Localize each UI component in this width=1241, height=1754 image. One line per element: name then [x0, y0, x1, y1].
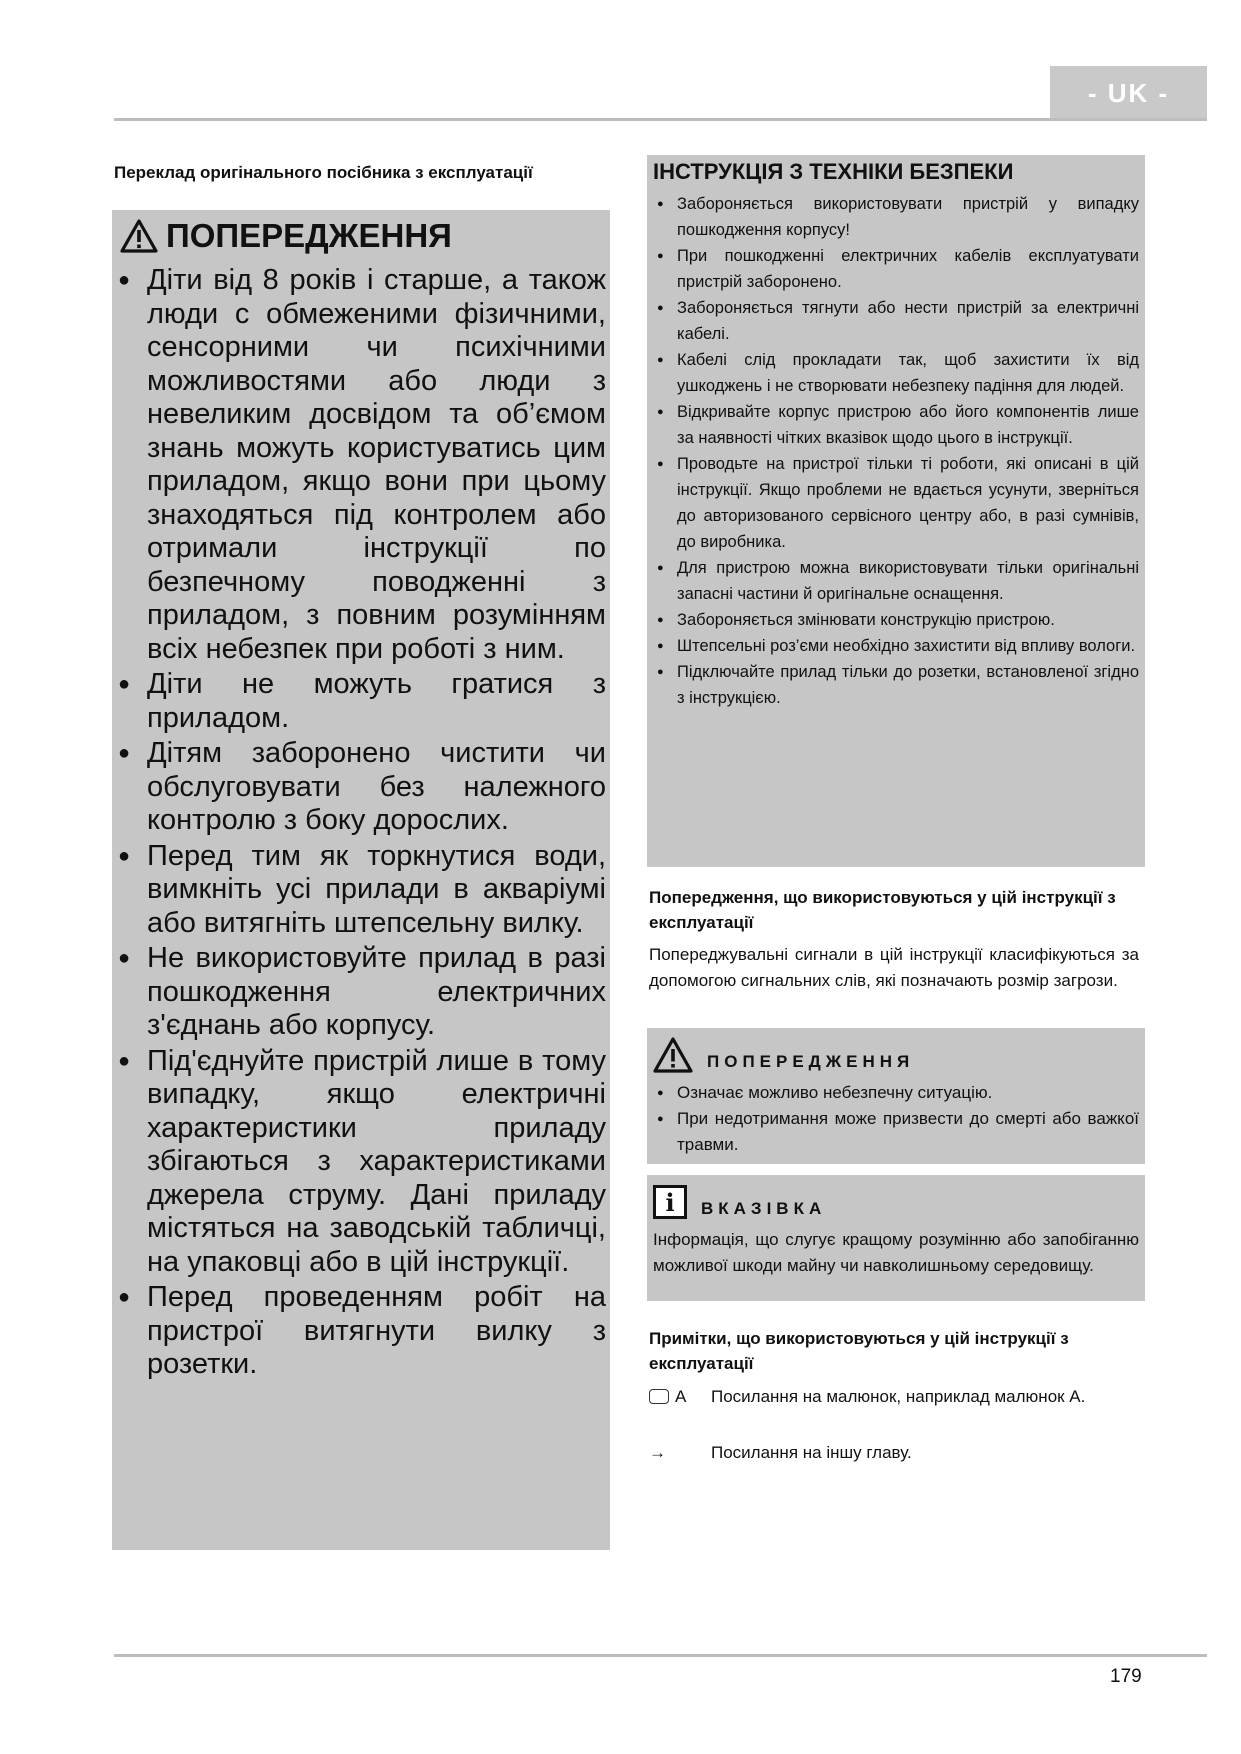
figure-reference-icon — [649, 1389, 669, 1404]
note-symbol-letter: A — [675, 1387, 687, 1406]
document-subtitle: Переклад оригінального посібника з експлуатації — [114, 163, 533, 182]
note-text: Посилання на малюнок, наприклад малюнок А. — [711, 1387, 1086, 1406]
warnings-section-heading: Попередження, що використовуються у цій інструкції з експлуатації — [649, 888, 1116, 932]
footer-rule — [114, 1654, 1207, 1657]
warning-item: ● Перед проведенням робіт на пристрої витягнути вилку з розетки. — [118, 1281, 606, 1382]
safety-item: ● Забороняється використовувати пристрій у випадку пошкодження корпусу! — [653, 191, 1139, 243]
safety-item: ● Відкривайте корпус пристрою або його компонентів лише за наявності чітких вказівок щодо цього в інструкції. — [653, 399, 1139, 451]
warnings-section-paragraph: Попереджувальні сигнали в цій інструкції класифікуються за допомогою сигнальних слів, які позначають розмір загрози. — [649, 945, 1139, 990]
warning-block — [112, 210, 610, 1550]
safety-item: ● Забороняється тягнути або нести пристрій за електричні кабелі. — [653, 295, 1139, 347]
warning-item: ● Під'єднуйте пристрій лише в тому випадку, якщо електричні характеристики приладу збігаються з характеристиками джерела струму. Дані приладу містяться на заводській табличці, на упаковці або в цій інструкції. — [118, 1045, 606, 1280]
signal-warning-list — [653, 1080, 1139, 1158]
page-number: 179 — [1110, 1666, 1142, 1687]
warning-triangle-icon — [120, 219, 158, 253]
signal-note-head — [653, 1181, 1139, 1223]
signal-warning-item: ● Означає можливо небезпечну ситуацію. — [653, 1080, 1139, 1106]
warning-list — [118, 264, 606, 1382]
signal-warning-item: ● При недотримання може призвести до смерті або важкої травми. — [653, 1106, 1139, 1158]
warning-item: ● Діти від 8 років і старше, а також люди с обмеженими фізичними, сенсорними чи психічними можливостями або люди з невеликим досвідом та об’ємом знань можуть користуватись цим приладом, якщо вони при цьому знаходяться під контролем або отримали інструкції по безпечному поводженні з приладом, з повним розумінням всіх небезпек при роботі з ним. — [118, 264, 606, 666]
warning-block-title — [120, 216, 606, 256]
safety-item: ● Кабелі слід прокладати так, щоб захистити їх від ушкоджень і не створювати небезпеку падіння для людей. — [653, 347, 1139, 399]
header-rule — [114, 118, 1207, 121]
warning-item: ● Діти не можуть гратися з приладом. — [118, 668, 606, 735]
safety-item: ● Підключайте прилад тільки до розетки, встановленої згідно з інструкцією. — [653, 659, 1139, 711]
warning-triangle-icon — [653, 1037, 693, 1073]
note-row-figure — [649, 1384, 1139, 1410]
warning-item: ● Перед тим як торкнутися води, вимкніть усі прилади в акваріумі або витягніть штепсельну вилку. — [118, 840, 606, 941]
safety-item: ● Для пристрою можна використовувати тільки оригінальні запасні частини й оригінальне оснащення. — [653, 555, 1139, 607]
warning-block-title-text: ПОПЕРЕДЖЕННЯ — [166, 217, 452, 254]
safety-item: ● Проводьте на пристрої тільки ті роботи, які описані в цій інструкції. Якщо проблеми не вдається усунути, зверніться до авторизованого сервісного центру або, в разі сумнівів, до виробника. — [653, 451, 1139, 555]
safety-item: ● Забороняється змінювати конструкцію пристрою. — [653, 607, 1139, 633]
note-row-chapter — [649, 1440, 1139, 1466]
language-tab: - UK - — [1050, 66, 1207, 120]
signal-warning-head — [653, 1034, 1139, 1076]
warning-item: ● Не використовуйте прилад в разі пошкодження електричних з'єднань або корпусу. — [118, 942, 606, 1043]
signal-warning-box — [647, 1028, 1145, 1164]
note-text: Посилання на іншу главу. — [711, 1443, 912, 1462]
safety-item: ● При пошкодженні електричних кабелів експлуатувати пристрій заборонено. — [653, 243, 1139, 295]
signal-note-box — [647, 1175, 1145, 1301]
note-symbol — [649, 1384, 711, 1410]
notes-section-heading: Примітки, що використовуються у цій інструкції з експлуатації — [649, 1329, 1069, 1373]
signal-note-text: Інформація, що слугує кращому розумінню або запобіганню можливої шкоди майну чи навколишньому середовищу. — [653, 1230, 1139, 1275]
warning-item: ● Дітям заборонено чистити чи обслуговувати без належного контролю з боку дорослих. — [118, 737, 606, 838]
signal-note-word: ВКАЗІВКА — [701, 1199, 827, 1218]
info-icon: i — [653, 1185, 687, 1219]
safety-item: ● Штепсельні роз’єми необхідно захистити від впливу вологи. — [653, 633, 1139, 659]
safety-list — [653, 191, 1139, 711]
signal-warning-word: ПОПЕРЕДЖЕННЯ — [707, 1052, 915, 1071]
safety-instructions-block — [647, 155, 1145, 867]
safety-instructions-title: ІНСТРУКЦІЯ З ТЕХНІКИ БЕЗПЕКИ — [653, 159, 1014, 184]
arrow-right-icon: → — [649, 1443, 666, 1462]
